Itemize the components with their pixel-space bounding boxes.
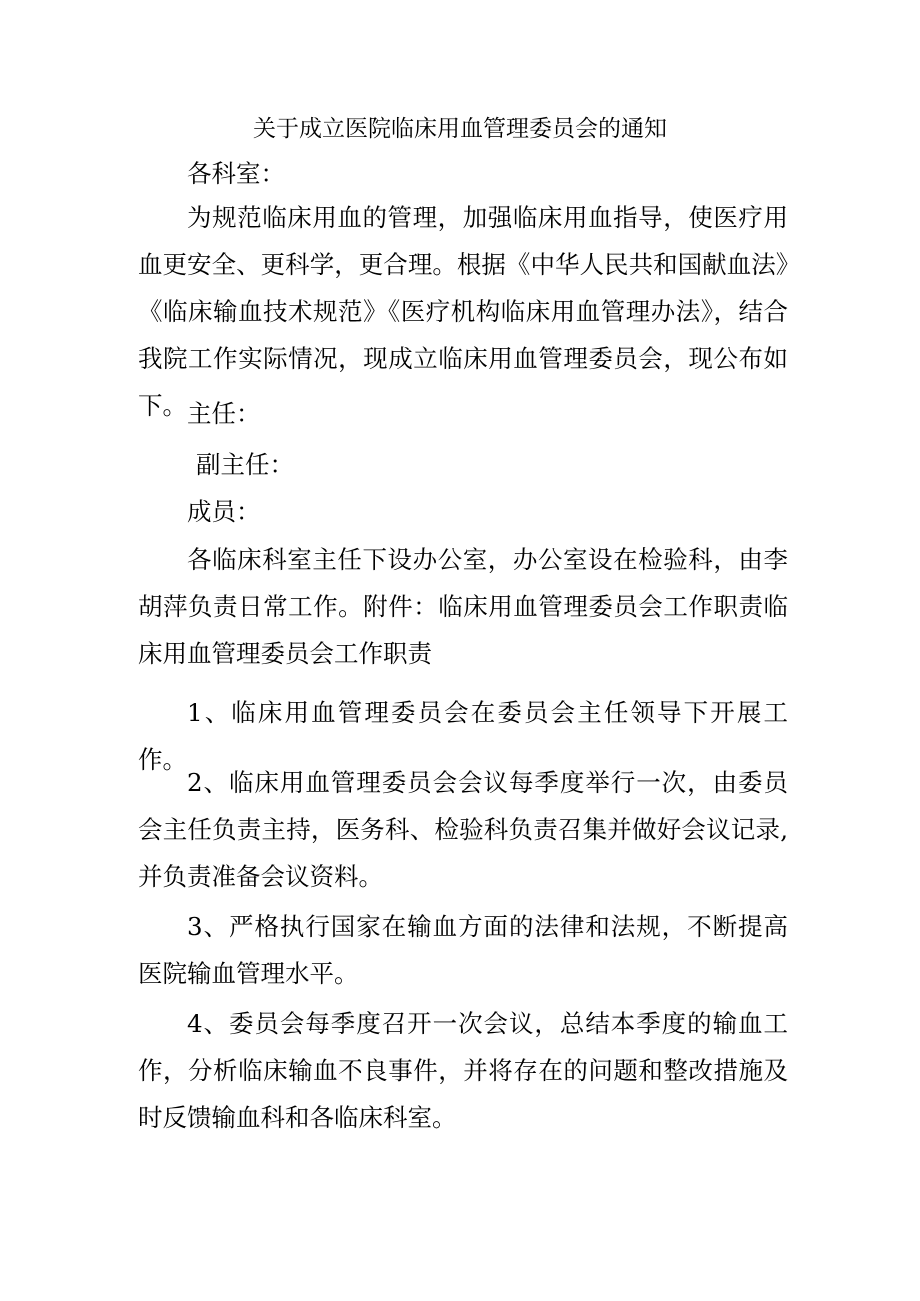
members-label: 成员： [187,497,261,526]
duty-item-3: 3、严格执行国家在输血方面的法律和法规，不断提高医院输血管理水平。 [138,912,788,988]
document-title: 关于成立医院临床用血管理委员会的通知 [253,116,667,142]
duty-item-1: 1、临床用血管理委员会在委员会主任领导下开展工作。 [138,698,788,774]
duty-item-2: 2、临床用血管理委员会会议每季度举行一次，由委员会主任负责主持，医务科、检验科负责召集并做好会议记录,并负责准备会议资料。 [138,768,788,891]
office-paragraph: 各临床科室主任下设办公室，办公室设在检验科，由李胡萍负责日常工作。附件：临床用血管理委员会工作职责临床用血管理委员会工作职责 [138,545,788,668]
intro-paragraph: 为规范临床用血的管理，加强临床用血指导，使医疗用血更安全、更科学，更合理。根据《中华人民共和国献血法》《临床输血技术规范》《医疗机构临床用血管理办法》，结合我院工作实际情况，现成立临床用血管理委员会，现公布如下。 [138,203,788,420]
duty-item-4: 4、委员会每季度召开一次会议，总结本季度的输血工作，分析临床输血不良事件，并将存在的问题和整改措施及时反馈输血科和各临床科室。 [138,1009,788,1132]
director-label: 主任： [187,399,261,428]
deputy-director-label: 副主任： [196,450,294,479]
salutation: 各科室： [187,159,285,188]
